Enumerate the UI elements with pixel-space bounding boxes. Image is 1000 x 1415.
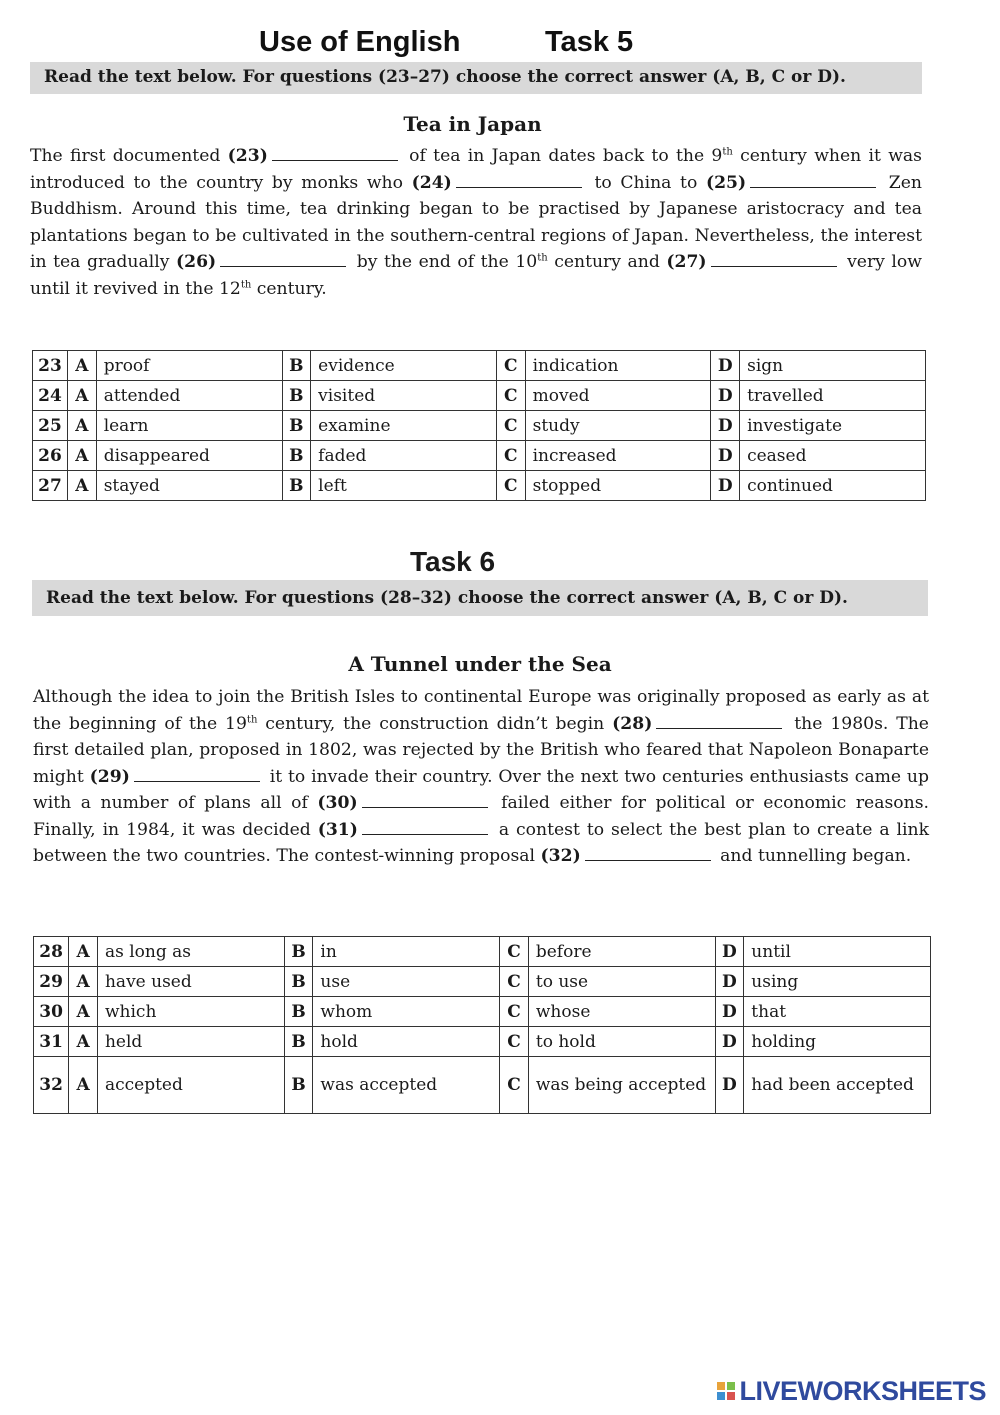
gap-25[interactable] (750, 173, 876, 188)
option-letter-c: C (496, 471, 525, 501)
option-a[interactable]: which (97, 997, 284, 1027)
option-b[interactable]: in (313, 937, 500, 967)
logo-text: LIVEWORKSHEETS (739, 1375, 986, 1406)
question-row (34, 1057, 931, 1114)
option-b[interactable]: whom (313, 997, 500, 1027)
gap-26-number: (26) (175, 252, 217, 272)
option-d[interactable]: holding (744, 1027, 931, 1057)
option-d[interactable]: had been accepted (744, 1057, 931, 1114)
gap-23[interactable] (272, 146, 398, 161)
gap-29[interactable] (134, 767, 260, 782)
gap-28[interactable] (656, 714, 782, 729)
option-c[interactable]: study (525, 411, 711, 441)
question-number: 28 (34, 937, 69, 967)
question-row (33, 441, 926, 471)
option-b[interactable]: faded (311, 441, 497, 471)
option-c[interactable]: stopped (525, 471, 711, 501)
option-letter-d: D (711, 471, 740, 501)
gap-27[interactable] (711, 252, 837, 267)
option-d[interactable]: investigate (740, 411, 926, 441)
option-d[interactable]: ceased (740, 441, 926, 471)
option-a[interactable]: learn (96, 411, 282, 441)
option-d[interactable]: until (744, 937, 931, 967)
task6-title: Task 6 (410, 546, 496, 577)
gap-31-number: (31) (317, 819, 358, 840)
gap-25-number: (25) (705, 172, 747, 193)
option-b[interactable]: left (311, 471, 497, 501)
option-letter-d: D (715, 937, 744, 967)
page-title: Use of English (259, 26, 461, 58)
option-d[interactable]: travelled (740, 381, 926, 411)
question-number: 30 (34, 997, 69, 1027)
option-letter-b: B (284, 937, 313, 967)
page-header (0, 26, 1000, 66)
option-letter-a: A (68, 471, 97, 501)
question-number: 26 (33, 441, 68, 471)
option-c[interactable]: indication (525, 351, 711, 381)
option-letter-c: C (500, 1027, 529, 1057)
option-letter-b: B (282, 351, 311, 381)
option-c[interactable]: increased (525, 441, 711, 471)
option-c[interactable]: to hold (528, 1027, 715, 1057)
gap-32-number: (32) (540, 846, 581, 866)
option-b[interactable]: was accepted (313, 1057, 500, 1114)
question-number: 27 (33, 471, 68, 501)
question-row (34, 997, 931, 1027)
task5-instruction: Read the text below. For questions (23–27) choose the correct answer (A, B, C or D). (30, 62, 922, 94)
task5-heading: Tea in Japan (403, 112, 542, 136)
option-letter-a: A (68, 381, 97, 411)
option-letter-b: B (282, 411, 311, 441)
option-letter-b: B (284, 997, 313, 1027)
option-letter-d: D (715, 1027, 744, 1057)
option-b[interactable]: evidence (311, 351, 497, 381)
option-letter-c: C (500, 967, 529, 997)
question-number: 25 (33, 411, 68, 441)
task6-instruction: Read the text below. For questions (28–32) choose the correct answer (A, B, C or D). (32, 580, 928, 616)
option-d[interactable]: sign (740, 351, 926, 381)
option-letter-c: C (496, 441, 525, 471)
option-letter-d: D (711, 441, 740, 471)
question-row (33, 381, 926, 411)
option-c[interactable]: whose (528, 997, 715, 1027)
option-letter-d: D (711, 351, 740, 381)
option-c[interactable]: moved (525, 381, 711, 411)
task6-heading: A Tunnel under the Sea (348, 652, 612, 676)
option-letter-b: B (284, 967, 313, 997)
option-letter-d: D (715, 1057, 744, 1114)
question-row (34, 1027, 931, 1057)
option-a[interactable]: as long as (97, 937, 284, 967)
task5-text: The first documented (23) of tea in Japan dates back to the 9th century when it was introduced to the country by monks who (24) to China to (25) Zen Buddhism. Around this time, tea drinking began to be practised by Japanese aristocracy and tea plantations began to be cultivated in the southern-central regions of Japan. Nevertheless, the interest in tea gradually (26) by the end of the 10th century and (27) very low until it revived in the 12th century. (30, 146, 922, 299)
option-letter-b: B (282, 381, 311, 411)
task6-text: Although the idea to join the British Isles to continental Europe was originally proposed as early as at the beginning of the 19th century, the construction didn’t begin (28) the 1980s. The first detailed plan, proposed in 1802, was rejected by the British who feared that Napoleon Bonaparte might (29) it to invade their country. Over the next two centuries enthusiasts came up with a number of plans all of (30) failed either for political or economic reasons. Finally, in 1984, it was decided (31) a contest to select the best plan to create a link between the two countries. The contest-winning proposal (32) and tunnelling began. (33, 687, 929, 866)
gap-29-number: (29) (89, 766, 130, 787)
option-d[interactable]: that (744, 997, 931, 1027)
option-a[interactable]: held (97, 1027, 284, 1057)
question-number: 31 (34, 1027, 69, 1057)
option-letter-a: A (69, 1027, 98, 1057)
option-letter-a: A (68, 411, 97, 441)
question-row (33, 351, 926, 381)
option-letter-b: B (282, 441, 311, 471)
gap-23-number: (23) (227, 146, 268, 166)
option-c[interactable]: was being accepted (528, 1057, 715, 1114)
gap-32[interactable] (585, 846, 711, 861)
option-letter-b: B (282, 471, 311, 501)
gap-30-number: (30) (317, 793, 358, 813)
liveworksheets-logo (717, 1376, 986, 1406)
option-letter-b: B (284, 1027, 313, 1057)
gap-24[interactable] (456, 173, 582, 188)
task5-options-table (32, 350, 926, 501)
option-d[interactable]: using (744, 967, 931, 997)
option-c[interactable]: to use (528, 967, 715, 997)
option-letter-d: D (711, 381, 740, 411)
option-letter-a: A (68, 441, 97, 471)
logo-icon (717, 1382, 735, 1400)
option-letter-a: A (69, 997, 98, 1027)
gap-30[interactable] (362, 793, 488, 808)
question-number: 32 (34, 1057, 69, 1114)
option-b[interactable]: examine (311, 411, 497, 441)
option-letter-a: A (69, 1057, 98, 1114)
gap-24-number: (24) (411, 172, 452, 193)
question-number: 29 (34, 967, 69, 997)
option-letter-a: A (69, 937, 98, 967)
option-letter-c: C (496, 411, 525, 441)
option-d[interactable]: continued (740, 471, 926, 501)
option-b[interactable]: visited (311, 381, 497, 411)
gap-28-number: (28) (612, 713, 653, 734)
option-a[interactable]: accepted (97, 1057, 284, 1114)
option-letter-c: C (500, 997, 529, 1027)
option-a[interactable]: attended (96, 381, 282, 411)
question-row (33, 471, 926, 501)
option-letter-c: C (500, 937, 529, 967)
option-c[interactable]: before (528, 937, 715, 967)
question-row (33, 411, 926, 441)
option-a[interactable]: stayed (96, 471, 282, 501)
question-number: 24 (33, 381, 68, 411)
task5-title: Task 5 (545, 26, 634, 58)
question-number: 23 (33, 351, 68, 381)
question-row (34, 967, 931, 997)
gap-31[interactable] (362, 820, 488, 835)
option-letter-a: A (69, 967, 98, 997)
option-a[interactable]: disappeared (96, 441, 282, 471)
gap-27-number: (27) (666, 252, 707, 272)
option-letter-d: D (711, 411, 740, 441)
option-letter-d: D (715, 967, 744, 997)
option-a[interactable]: have used (97, 967, 284, 997)
option-b[interactable]: hold (313, 1027, 500, 1057)
option-a[interactable]: proof (96, 351, 282, 381)
option-letter-c: C (500, 1057, 529, 1114)
option-letter-a: A (68, 351, 97, 381)
option-letter-c: C (496, 351, 525, 381)
task6-options-table (33, 936, 931, 1114)
option-b[interactable]: use (313, 967, 500, 997)
question-row (34, 937, 931, 967)
option-letter-d: D (715, 997, 744, 1027)
gap-26[interactable] (220, 252, 346, 267)
option-letter-b: B (284, 1057, 313, 1114)
option-letter-c: C (496, 381, 525, 411)
